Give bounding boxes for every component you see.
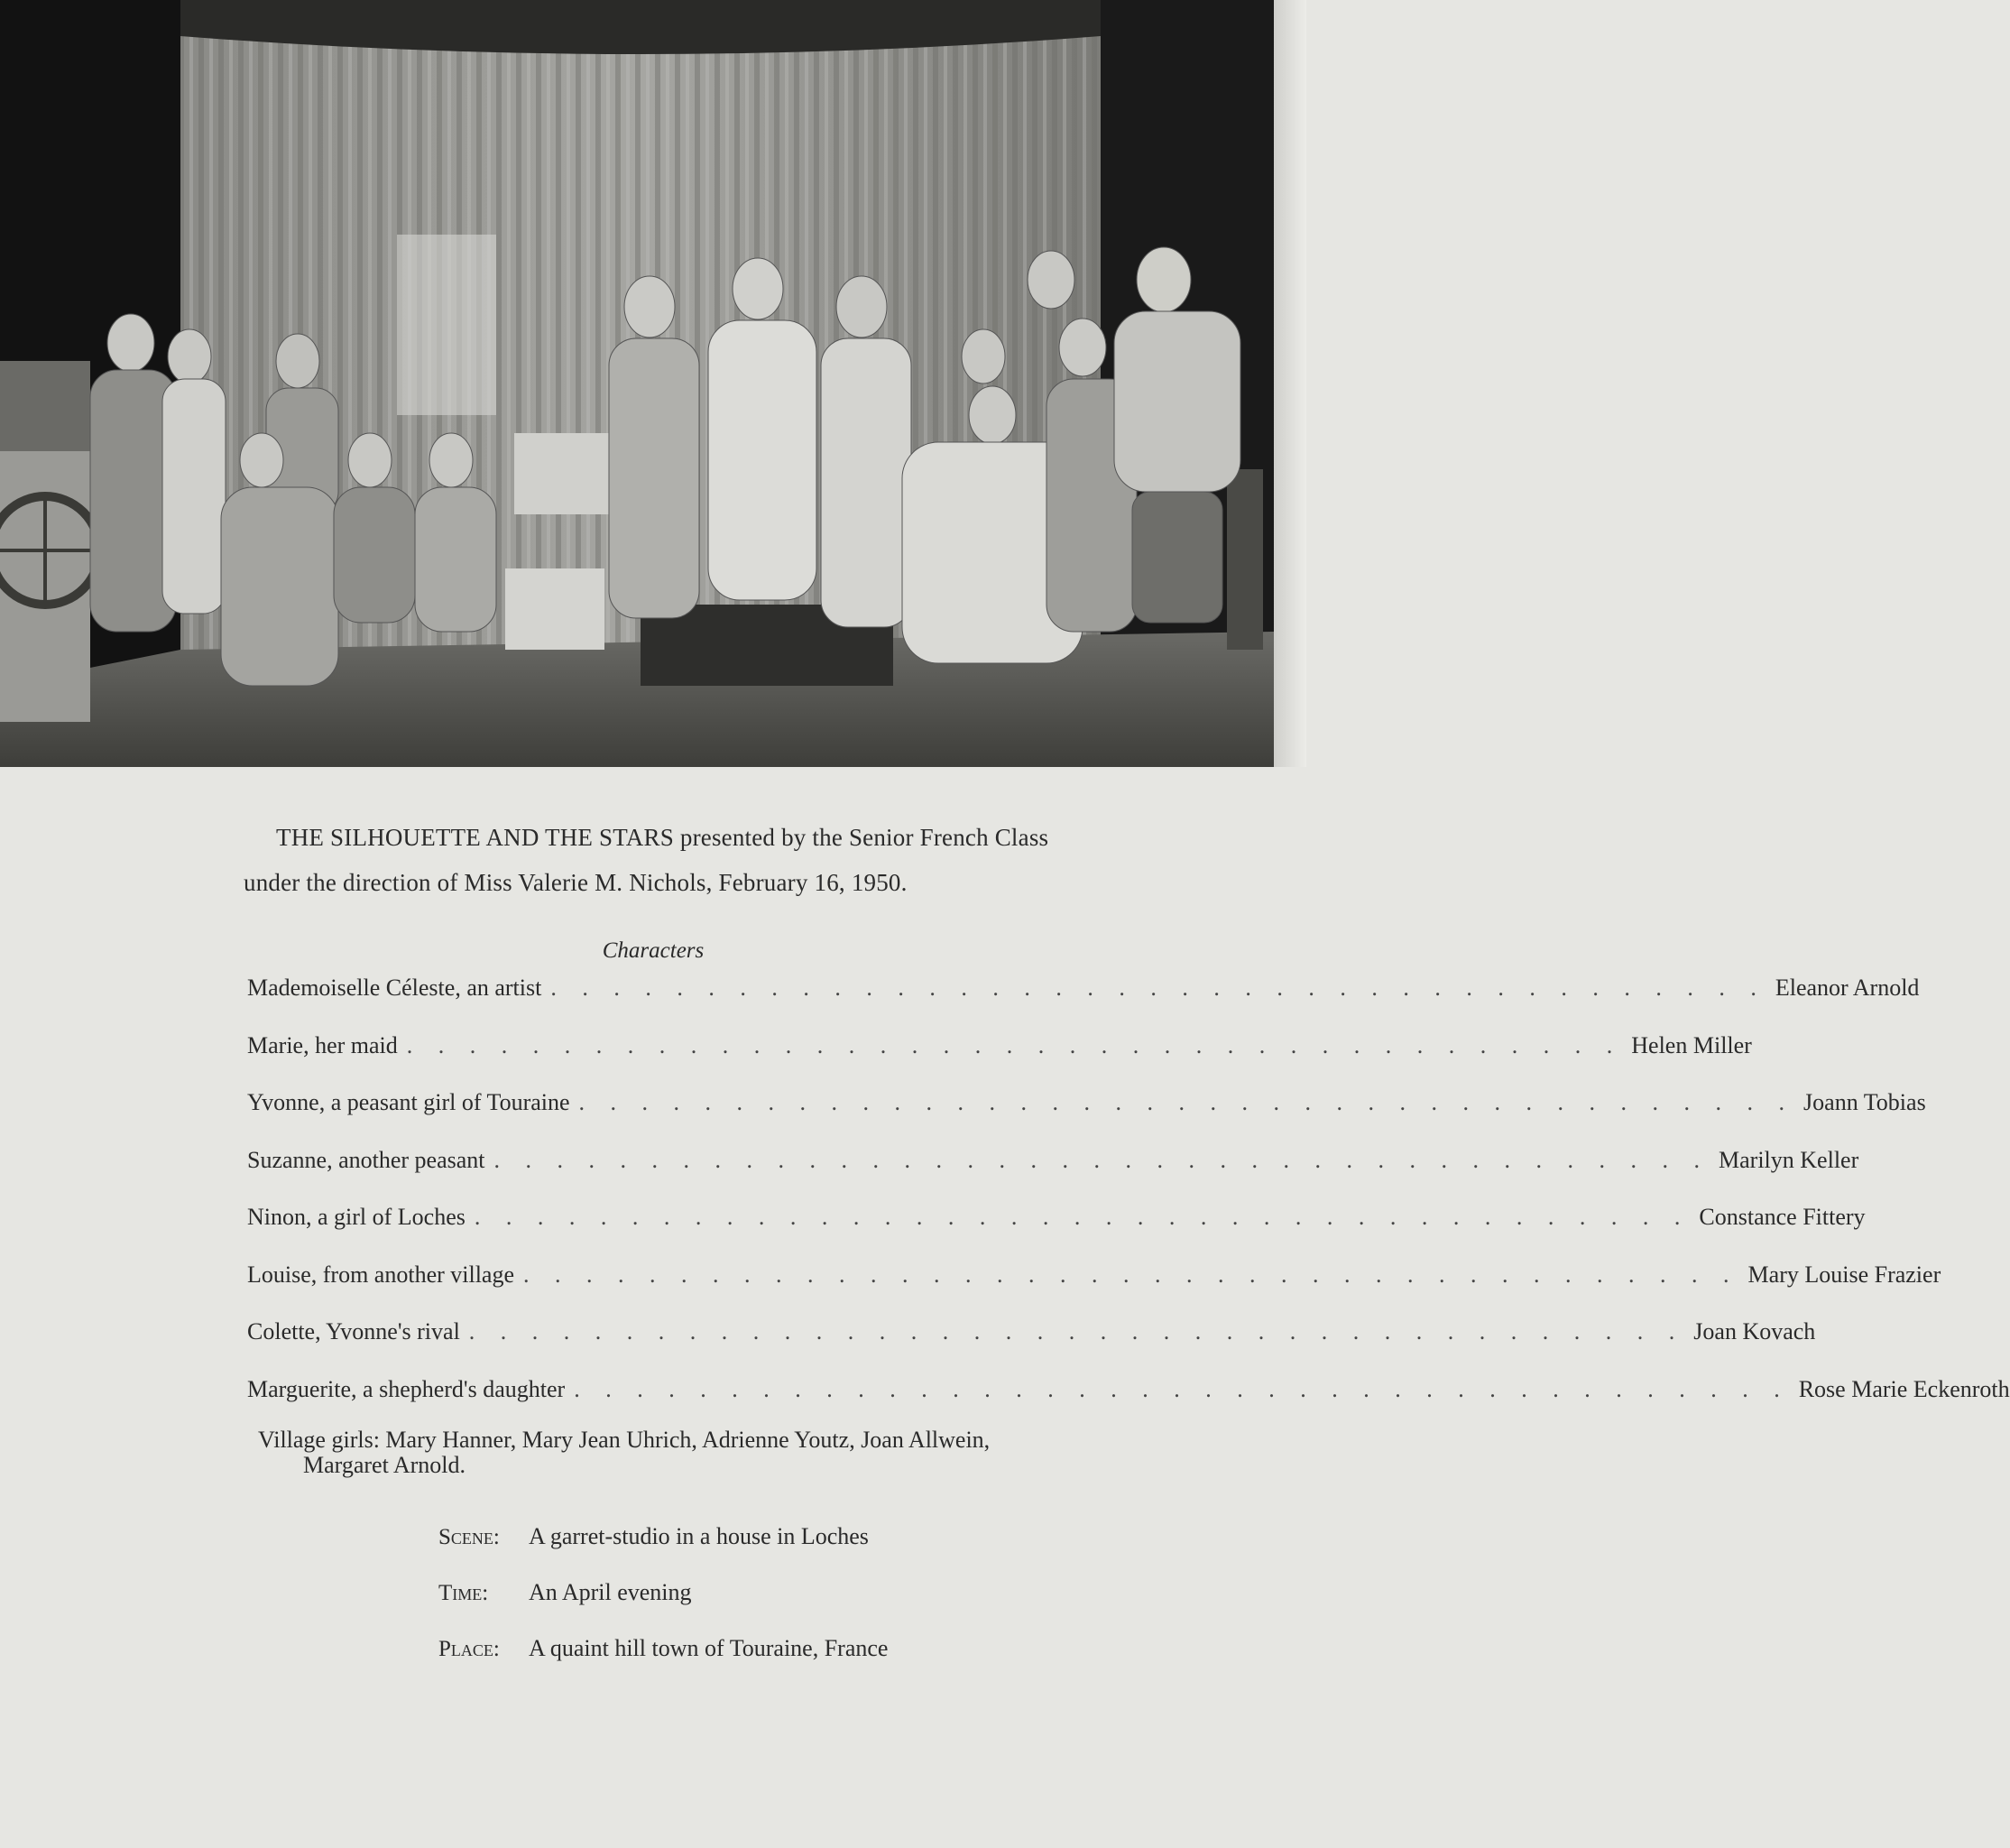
leader-dots: . . . . . . . . . . . . . . . . . . . . . . . . . . . . . . . . . . . . . . . [493,1146,1710,1173]
cast-row [247,975,1920,1032]
setting-label: Place: [438,1637,500,1661]
cast-row [247,1204,1866,1261]
actor-name: Marilyn Keller [1719,1146,1859,1173]
leader-dots: . . . . . . . . . . . . . . . . . . . . . . . . . . . . . . . . . . . . . . . [578,1089,1795,1115]
leader-dots: . . . . . . . . . . . . . . . . . . . . . . . . . . . . . . . . . . . . . . . [574,1375,1790,1402]
stage-photo-image [0,0,1306,767]
role-name: Marguerite, a shepherd's daughter [247,1375,566,1402]
setting-row-scene [438,1523,888,1579]
leader-dots: . . . . . . . . . . . . . . . . . . . . . . . . . . . . . . . . . . . . . . . [468,1318,1685,1344]
setting-row-place [438,1635,888,1691]
setting-label: Scene: [438,1525,500,1549]
cast-row [247,1031,1752,1090]
intro-paragraph [244,815,1065,905]
role-name: Ninon, a girl of Loches [247,1204,466,1230]
leader-dots: . . . . . . . . . . . . . . . . . . . . . . . . . . . . . . . . . . . . . . . [406,1031,1623,1058]
cast-row [247,1089,1926,1147]
role-name: Louise, from another village [247,1261,515,1288]
setting-label: Time: [438,1581,489,1605]
leader-dots: . . . . . . . . . . . . . . . . . . . . . . . . . . . . . . . . . . . . . . . [523,1261,1739,1288]
setting-row-time [438,1579,888,1635]
village-girls-line1: Village girls: Mary Hanner, Mary Jean Uhrich, Adrienne Youtz, Joan Allwein, [258,1427,991,1453]
cast-row [247,1261,1941,1319]
actor-name: Joan Kovach [1693,1318,1816,1344]
actor-name: Rose Marie Eckenroth [1798,1375,2010,1402]
setting-block [438,1523,888,1691]
setting-value: A garret-studio in a house in Loches [529,1523,869,1549]
actor-name: Constance Fittery [1699,1204,1866,1230]
cast-photograph [0,0,1306,767]
actor-name: Helen Miller [1631,1031,1752,1058]
page-edge [1274,0,1306,767]
cast-row [247,1146,1859,1205]
intro-text: THE SILHOUETTE AND THE STARS presented by the Senior French Class under the direction of Miss Valerie M. Nichols, February 16, 1950. [244,824,1049,896]
village-girls [258,1428,1074,1478]
cast-row [247,1375,2010,1434]
role-name: Suzanne, another peasant [247,1146,485,1173]
actor-name: Mary Louise Frazier [1747,1261,1941,1288]
role-name: Colette, Yvonne's rival [247,1318,460,1344]
leader-dots: . . . . . . . . . . . . . . . . . . . . . . . . . . . . . . . . . . . . . . . [474,1204,1691,1230]
actor-name: Eleanor Arnold [1775,975,1920,1001]
setting-value: An April evening [529,1579,692,1605]
cast-row [247,1318,1816,1376]
setting-value: A quaint hill town of Touraine, France [529,1635,889,1661]
cast-list [247,975,2010,1433]
role-name: Mademoiselle Céleste, an artist [247,975,542,1001]
leader-dots: . . . . . . . . . . . . . . . . . . . . . . . . . . . . . . . . . . . . . . . [550,975,1766,1001]
role-name: Yvonne, a peasant girl of Touraine [247,1089,570,1115]
actor-name: Joann Tobias [1803,1089,1926,1115]
village-girls-line2: Margaret Arnold. [303,1452,466,1478]
role-name: Marie, her maid [247,1031,398,1058]
characters-heading: Characters [602,938,705,963]
